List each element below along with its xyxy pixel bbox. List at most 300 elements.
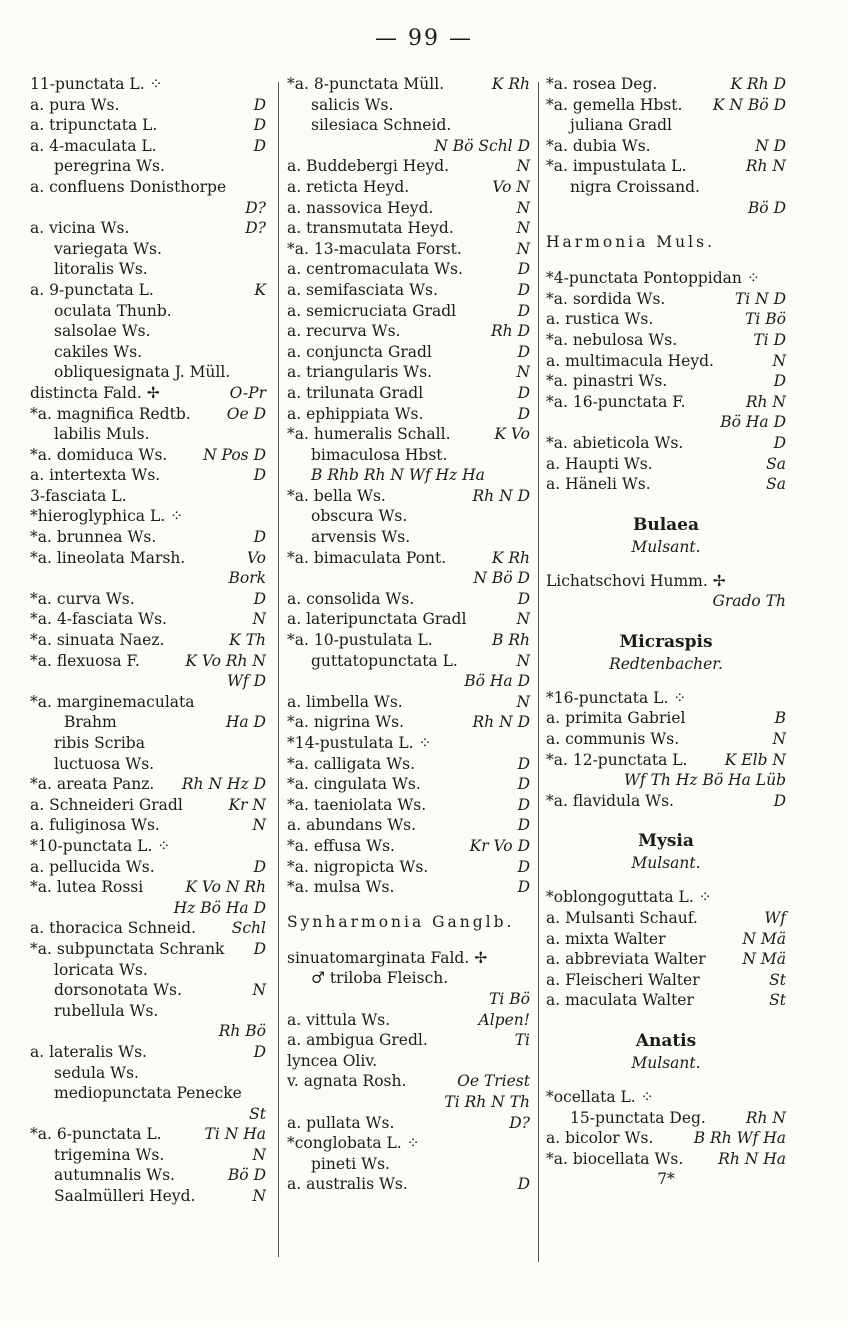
taxon-name: *a. 4-fasciata Ws.	[30, 610, 167, 629]
catalog-entry	[546, 198, 786, 219]
taxon-name: a. lateripunctata Gradl	[287, 610, 467, 629]
taxon-name: a. multimacula Heyd.	[546, 351, 714, 370]
taxon-name: variegata Ws.	[54, 239, 162, 258]
taxon-name: a. trilunata Gradl	[287, 383, 424, 402]
taxon-name: *ocellata L. ⁘	[546, 1088, 654, 1106]
locality-code: D?	[245, 219, 266, 238]
taxon-name: a. Buddebergi Heyd.	[287, 157, 450, 176]
locality-code: N Mä	[742, 950, 786, 969]
catalog-entry	[287, 301, 530, 322]
taxon-name: *a. nigropicta Ws.	[287, 857, 429, 876]
taxon-name: a. abbreviata Walter	[546, 950, 706, 969]
genus-heading	[546, 232, 786, 254]
taxon-name: trigemina Ws.	[54, 1145, 165, 1164]
locality-code: Sa	[766, 475, 786, 494]
taxon-name: a. mixta Walter	[546, 929, 666, 948]
locality-code: D	[253, 136, 266, 155]
spacer	[546, 873, 786, 887]
catalog-entry	[287, 95, 530, 116]
locality-code: N	[252, 981, 266, 1000]
locality-code: K Elb N	[724, 750, 786, 769]
taxon-name: a. ephippiata Ws.	[287, 404, 424, 423]
spacer	[546, 674, 786, 688]
locality-code: N	[516, 363, 530, 382]
catalog-entry	[30, 383, 266, 404]
locality-code: N	[252, 610, 266, 629]
taxon-name: a. primita Gabriel	[546, 709, 686, 728]
catalog-entry	[287, 115, 530, 136]
locality-code: Ti Bö	[489, 989, 530, 1008]
locality-code: N	[516, 610, 530, 629]
catalog-entry	[30, 424, 266, 445]
taxon-name: *a. dubia Ws.	[546, 136, 651, 155]
taxon-name: 7*	[657, 1170, 675, 1189]
catalog-entry	[30, 74, 266, 95]
taxon-name: a. triangularis Ws.	[287, 363, 433, 382]
catalog-entry	[30, 568, 266, 589]
catalog-entry	[287, 877, 530, 898]
locality-code: N Mä	[742, 929, 786, 948]
taxon-name: *oblongoguttata L. ⁘	[546, 888, 712, 907]
catalog-entry	[546, 750, 786, 771]
locality-code: D	[517, 775, 530, 794]
taxon-name: 3-fasciata L.	[30, 486, 127, 505]
locality-code: D	[517, 816, 530, 835]
locality-code: Rh Bö	[218, 1022, 266, 1041]
taxon-name: autumnalis Ws.	[54, 1166, 175, 1185]
taxon-name: *a. effusa Ws.	[287, 836, 395, 855]
locality-code: N	[516, 198, 530, 217]
taxon-name: dorsonotata Ws.	[54, 981, 182, 1000]
catalog-entry	[287, 568, 530, 589]
locality-code: St	[249, 1104, 266, 1123]
taxon-name: guttatopunctata L.	[311, 651, 458, 670]
taxon-name: a. Häneli Ws.	[546, 475, 651, 494]
locality-code: Rh N D	[472, 486, 530, 505]
taxon-name: a. intertexta Ws.	[30, 466, 161, 485]
locality-code: N	[516, 651, 530, 670]
taxon-name: *4-punctata Pontoppidan ⁘	[546, 269, 760, 288]
catalog-entry	[30, 651, 266, 672]
taxon-name: *a. 12-punctata L.	[546, 750, 688, 769]
locality-code: K Th	[229, 631, 266, 650]
catalog-entry	[287, 259, 530, 280]
locality-code: N	[252, 1145, 266, 1164]
column-divider	[538, 82, 539, 1262]
locality-code: D	[517, 589, 530, 608]
taxon-name: sinuatomarginata Fald. ✢	[287, 948, 488, 967]
catalog-entry	[30, 239, 266, 260]
catalog-entry	[30, 609, 266, 630]
catalog-entry	[546, 887, 786, 908]
taxon-name: *10-punctata L. ⁘	[30, 836, 171, 855]
taxon-name: a. centromaculata Ws.	[287, 260, 463, 279]
taxon-name: Saalmülleri Heyd.	[54, 1187, 196, 1206]
catalog-entry	[287, 136, 530, 157]
taxon-name: a. Mulsanti Schauf.	[546, 909, 698, 928]
taxon-name: Lichatschovi Humm. ✢	[546, 571, 726, 590]
locality-code: N	[516, 239, 530, 258]
taxon-name: *a. sinuata Naez.	[30, 631, 165, 650]
catalog-entry	[287, 156, 530, 177]
catalog-entry	[30, 1186, 266, 1207]
taxon-name: *a. 10-pustulata L.	[287, 631, 433, 650]
taxon-name: *a. taeniolata Ws.	[287, 795, 427, 814]
genus-heading	[287, 912, 530, 934]
catalog-entry	[287, 404, 530, 425]
locality-code: K Vo	[494, 425, 530, 444]
taxon-name: a. fuliginosa Ws.	[30, 816, 160, 835]
catalog-entry	[287, 527, 530, 548]
locality-code: Rh N D	[472, 713, 530, 732]
taxon-name: bimaculosa Hbst.	[311, 445, 448, 464]
catalog-entry	[30, 527, 266, 548]
catalog-entry	[30, 898, 266, 919]
locality-code: D	[773, 433, 786, 452]
locality-code: Ti N Ha	[204, 1125, 266, 1144]
catalog-column-1	[30, 74, 266, 1207]
taxon-name: a. semicruciata Gradl	[287, 301, 457, 320]
locality-code: N	[516, 692, 530, 711]
catalog-entry	[287, 671, 530, 692]
catalog-entry	[546, 591, 786, 612]
locality-code: D	[773, 791, 786, 810]
catalog-entry	[30, 259, 266, 280]
locality-code: Ha D	[225, 713, 266, 732]
catalog-entry	[30, 754, 266, 775]
catalog-entry	[30, 939, 266, 960]
catalog-entry	[287, 486, 530, 507]
catalog-entry	[287, 1092, 530, 1113]
catalog-entry	[546, 177, 786, 198]
taxon-name: a. thoracica Schneid.	[30, 919, 197, 938]
taxon-name: a. abundans Ws.	[287, 816, 417, 835]
locality-code: N Pos D	[203, 445, 266, 464]
catalog-entry	[30, 218, 266, 239]
taxon-name: *a. areata Panz.	[30, 775, 155, 794]
locality-code: Bö D	[747, 198, 786, 217]
taxon-name: *a. marginemaculata	[30, 692, 195, 711]
locality-code: Wf	[764, 909, 786, 928]
taxon-name: *a. biocellata Ws.	[546, 1149, 684, 1168]
locality-code: Bö Ha D	[720, 413, 786, 432]
catalog-entry	[287, 589, 530, 610]
taxon-name: a. conjuncta Gradl	[287, 342, 432, 361]
locality-code: K Rh D	[730, 75, 786, 93]
taxon-name: *a. magnifica Redtb.	[30, 404, 191, 423]
taxon-name: *a. sordida Ws.	[546, 289, 666, 308]
catalog-entry	[30, 506, 266, 527]
catalog-entry	[30, 795, 266, 816]
taxon-name: *a. flexuosa F.	[30, 651, 140, 670]
taxon-name: v. agnata Rosh.	[287, 1072, 407, 1091]
catalog-entry	[546, 351, 786, 372]
catalog-entry	[546, 330, 786, 351]
taxon-name: *a. impustulata L.	[546, 157, 687, 176]
locality-code: D	[517, 878, 530, 897]
genus-author: Redtenbacher.	[609, 654, 723, 673]
taxon-name: *a. bella Ws.	[287, 486, 386, 505]
taxon-name: *a. rosea Deg.	[546, 75, 658, 93]
locality-code: N	[516, 219, 530, 238]
catalog-entry	[30, 589, 266, 610]
locality-code: D	[517, 754, 530, 773]
spacer	[287, 898, 530, 912]
catalog-entry	[30, 1104, 266, 1125]
catalog-entry	[546, 571, 786, 592]
catalog-entry	[546, 949, 786, 970]
catalog-entry	[287, 445, 530, 466]
taxon-name: *a. lutea Rossi	[30, 878, 144, 897]
catalog-entry	[30, 321, 266, 342]
catalog-entry	[30, 1165, 266, 1186]
taxon-name: obliquesignata J. Müll.	[54, 363, 231, 382]
catalog-entry	[546, 74, 786, 95]
locality-code: D	[253, 589, 266, 608]
spacer	[546, 218, 786, 232]
locality-code: D?	[245, 198, 266, 217]
locality-code: K N Bö D	[712, 95, 786, 114]
taxon-name: sedula Ws.	[54, 1063, 139, 1082]
locality-code: Ti Rh N Th	[444, 1092, 530, 1111]
catalog-column-3	[546, 74, 786, 1190]
taxon-name: a. semifasciata Ws.	[287, 280, 438, 299]
column-divider	[278, 82, 279, 1257]
taxon-name: *a. abieticola Ws.	[546, 433, 684, 452]
catalog-entry	[546, 970, 786, 991]
taxon-name: distincta Fald. ✢	[30, 383, 160, 402]
taxon-name: *14-pustulata L. ⁘	[287, 734, 432, 752]
catalog-entry	[287, 857, 530, 878]
catalog-entry	[287, 465, 530, 486]
locality-code: Rh D	[490, 322, 530, 341]
taxon-name: lyncea Oliv.	[287, 1051, 378, 1070]
taxon-name: a. nassovica Heyd.	[287, 198, 434, 217]
locality-code: B Rh Wf Ha	[693, 1129, 786, 1148]
catalog-entry	[30, 280, 266, 301]
taxon-name: *a. calligata Ws.	[287, 754, 416, 773]
taxon-name: cakiles Ws.	[54, 342, 143, 361]
taxon-name: *a. bimaculata Pont.	[287, 548, 447, 567]
locality-code: Ti D	[753, 330, 786, 349]
taxon-name: *a. brunnea Ws.	[30, 528, 157, 547]
locality-code: K Vo Rh N	[185, 651, 266, 670]
catalog-entry	[287, 836, 530, 857]
catalog-entry	[546, 392, 786, 413]
taxon-name: *a. subpunctata Schrank	[30, 939, 225, 958]
locality-code: K Rh	[491, 548, 530, 567]
taxon-name: a. transmutata Heyd.	[287, 219, 454, 238]
catalog-entry	[287, 1113, 530, 1134]
taxon-name: *a. 8-punctata Müll.	[287, 75, 445, 93]
catalog-entry	[30, 1021, 266, 1042]
taxon-name: a. recurva Ws.	[287, 322, 401, 341]
catalog-entry	[287, 774, 530, 795]
spacer	[546, 495, 786, 509]
locality-code: D	[517, 1175, 530, 1194]
taxon-name: ribis Scriba	[54, 734, 145, 752]
taxon-name: Brahm	[64, 713, 117, 732]
spacer	[546, 557, 786, 571]
catalog-entry	[30, 301, 266, 322]
taxon-name: a. 4-maculata L.	[30, 136, 157, 155]
catalog-entry	[30, 857, 266, 878]
locality-code: Schl	[231, 919, 266, 938]
taxon-name: a. reticta Heyd.	[287, 177, 410, 196]
taxon-name: salicis Ws.	[311, 95, 394, 114]
taxon-name: silesiaca Schneid.	[311, 116, 452, 135]
locality-code: B	[774, 709, 786, 728]
catalog-entry	[287, 548, 530, 569]
taxon-name: a. rustica Ws.	[546, 310, 654, 329]
catalog-entry	[287, 733, 530, 754]
locality-code: Kr Vo D	[469, 836, 530, 855]
catalog-entry	[30, 1042, 266, 1063]
spacer	[546, 811, 786, 825]
genus-heading: Anatis	[635, 1031, 697, 1051]
taxon-name: *a. curva Ws.	[30, 589, 135, 608]
locality-code: D	[773, 372, 786, 391]
taxon-name: a. vicina Ws.	[30, 219, 130, 238]
taxon-name: *a. 16-punctata F.	[546, 392, 686, 411]
catalog-entry	[287, 239, 530, 260]
locality-code: Bork	[228, 569, 266, 588]
taxon-name: a. pura Ws.	[30, 95, 120, 114]
catalog-entry	[30, 960, 266, 981]
locality-code: Sa	[766, 454, 786, 473]
taxon-name: salsolae Ws.	[54, 322, 151, 341]
locality-code: Wf D	[226, 672, 266, 691]
catalog-entry	[30, 774, 266, 795]
locality-code: Oe Triest	[457, 1072, 530, 1091]
taxon-name: a. confluens Donisthorpe	[30, 177, 227, 196]
genus-author: Mulsant.	[631, 537, 701, 556]
catalog-entry	[30, 342, 266, 363]
locality-code: D	[517, 383, 530, 402]
taxon-name: a. lateralis Ws.	[30, 1042, 147, 1061]
catalog-entry	[546, 289, 786, 310]
locality-code: O-Pr	[229, 383, 266, 402]
taxon-name: *a. pinastri Ws.	[546, 372, 668, 391]
locality-code: St	[769, 991, 786, 1010]
catalog-entry	[546, 929, 786, 950]
catalog-entry	[287, 1030, 530, 1051]
locality-code: Ti Bö	[745, 310, 786, 329]
catalog-entry	[287, 795, 530, 816]
taxon-name: a. Fleischeri Walter	[546, 970, 700, 989]
catalog-entry	[287, 1071, 530, 1092]
locality-code: K	[254, 280, 266, 299]
locality-code: D	[253, 116, 266, 135]
locality-code: N	[252, 816, 266, 835]
taxon-name: *a. 6-punctata L.	[30, 1125, 162, 1144]
spacer	[546, 612, 786, 626]
locality-code: Rh N Hz D	[181, 775, 266, 794]
locality-code: Alpen!	[478, 1010, 530, 1029]
locality-code: D	[517, 280, 530, 299]
taxon-name: 15-punctata Deg.	[570, 1108, 706, 1127]
locality-code: D	[517, 342, 530, 361]
locality-code: D?	[509, 1113, 530, 1132]
catalog-entry	[287, 198, 530, 219]
catalog-entry	[30, 712, 266, 733]
taxon-name: Synharmonia Ganglb.	[287, 912, 515, 931]
catalog-entry	[546, 412, 786, 433]
taxon-name: *a. nebulosa Ws.	[546, 330, 678, 349]
locality-code: B Rh	[492, 631, 530, 650]
catalog-entry	[287, 1133, 530, 1154]
catalog-entry	[287, 692, 530, 713]
catalog-entry	[287, 177, 530, 198]
taxon-name: B Rhb Rh N Wf Hz Ha	[311, 466, 485, 485]
catalog-column-2	[287, 74, 530, 1195]
taxon-name: luctuosa Ws.	[54, 754, 155, 773]
locality-code: Ti	[514, 1031, 530, 1050]
taxon-name: a. bicolor Ws.	[546, 1129, 654, 1148]
taxon-name: a. Haupti Ws.	[546, 454, 653, 473]
catalog-entry	[287, 74, 530, 95]
taxon-name: a. 9-punctata L.	[30, 280, 154, 299]
locality-code: D	[517, 857, 530, 876]
genus-heading: Micraspis	[619, 631, 713, 652]
locality-code: N Bö D	[473, 569, 530, 588]
catalog-entry	[30, 95, 266, 116]
taxon-name: litoralis Ws.	[54, 260, 148, 279]
taxon-name: a. communis Ws.	[546, 730, 680, 749]
locality-code: N	[772, 730, 786, 749]
locality-code: Grado Th	[712, 592, 786, 611]
taxon-name: pineti Ws.	[311, 1154, 390, 1173]
catalog-entry	[546, 156, 786, 177]
catalog-entry	[546, 1149, 786, 1170]
spacer	[287, 934, 530, 948]
catalog-entry	[30, 362, 266, 383]
taxon-name: *a. 13-maculata Forst.	[287, 239, 462, 258]
catalog-entry	[287, 609, 530, 630]
taxon-name: arvensis Ws.	[311, 528, 411, 547]
catalog-entry	[287, 362, 530, 383]
catalog-entry	[287, 968, 530, 989]
catalog-entry	[30, 177, 266, 198]
catalog-entry	[287, 754, 530, 775]
locality-code: D	[253, 95, 266, 114]
taxon-name: *a. humeralis Schall.	[287, 425, 451, 444]
taxon-name: a. tripunctata L.	[30, 116, 158, 135]
catalog-entry	[546, 1169, 786, 1190]
locality-code: Kr N	[228, 795, 266, 814]
catalog-entry	[546, 136, 786, 157]
catalog-entry	[30, 198, 266, 219]
catalog-entry	[546, 990, 786, 1011]
catalog-entry	[546, 708, 786, 729]
catalog-entry	[546, 433, 786, 454]
taxon-name: loricata Ws.	[54, 960, 148, 979]
genus-heading: Bulaea	[632, 514, 700, 535]
locality-code: D	[253, 528, 266, 547]
catalog-entry	[546, 688, 786, 709]
catalog-entry	[287, 383, 530, 404]
catalog-entry	[546, 729, 786, 750]
catalog-entry	[30, 836, 266, 857]
catalog-entry	[30, 465, 266, 486]
locality-code: N D	[755, 136, 786, 155]
catalog-entry	[546, 95, 786, 116]
locality-code: K Vo N Rh	[185, 878, 266, 897]
spacer	[546, 1073, 786, 1087]
catalog-entry	[30, 1124, 266, 1145]
catalog-entry	[287, 1051, 530, 1072]
locality-code: D	[517, 404, 530, 423]
